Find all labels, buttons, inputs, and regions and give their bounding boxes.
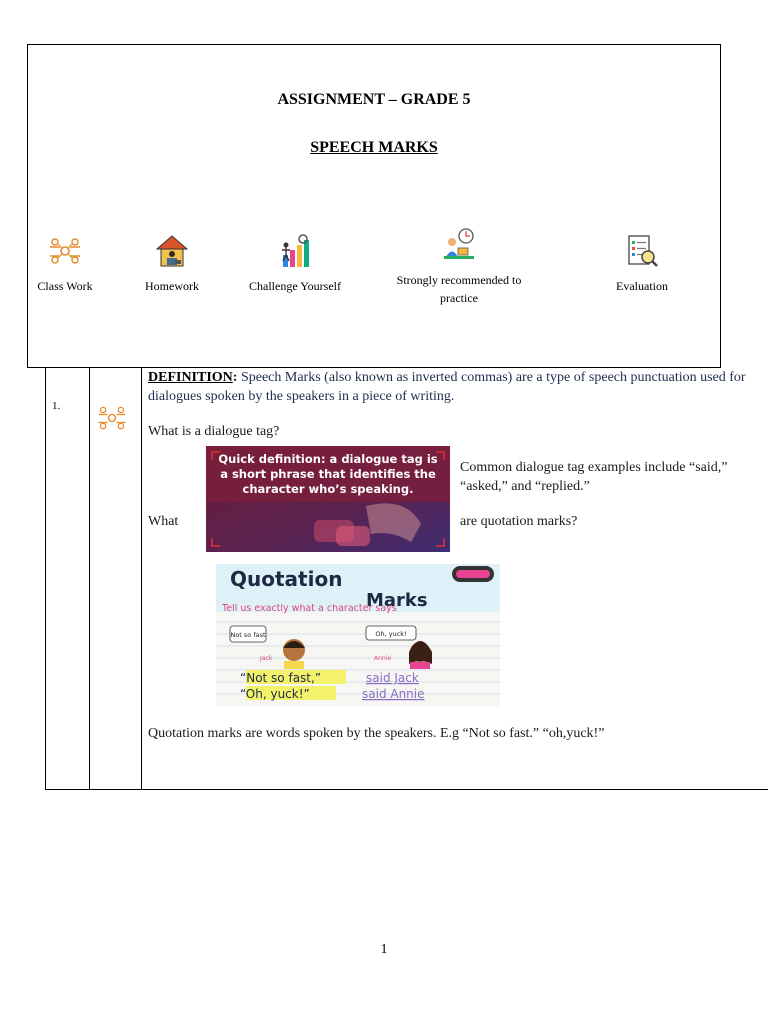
dialogue-image-caption: Quick definition: a dialogue tag is a short phrase that identifies the character who’s speaking.: [218, 452, 438, 496]
people-network-icon: [47, 233, 83, 269]
chart-title-line2: Marks: [366, 590, 428, 611]
chart-name-left: Jack: [260, 655, 273, 662]
chart-title-line1: Quotation: [230, 567, 343, 591]
chart-bubble-right: Oh, yuck!: [375, 630, 407, 638]
legend-label: Homework: [145, 279, 199, 293]
definition-label: DEFINITION: [148, 370, 233, 385]
dialogue-tag-question: What is a dialogue tag?: [148, 424, 280, 439]
assignment-title: ASSIGNMENT – GRADE 5: [277, 91, 471, 108]
assignment-header-box: [27, 44, 721, 368]
quotation-marks-question: are quotation marks?: [460, 514, 578, 529]
definition-text: Speech Marks (also known as inverted commas) are a type of speech punctuation used for dialogues spoken by the speakers in a piece of writing.: [148, 370, 746, 404]
house-study-icon: [154, 233, 190, 269]
legend-evaluation: [604, 233, 680, 295]
legend-challenge-yourself: [240, 233, 350, 295]
people-network-icon: [96, 402, 128, 434]
legend-label: Challenge Yourself: [249, 279, 341, 293]
row-number: 1.: [52, 400, 61, 412]
chart-example1-quote: “Not so fast,”: [240, 671, 322, 685]
legend-label: Strongly recommended to practice: [396, 273, 522, 305]
what-label: What: [148, 514, 179, 529]
dialogue-tag-examples: Common dialogue tag examples include “said,” “asked,” and “replied.”: [460, 460, 728, 494]
quotation-marks-chart-image: [216, 564, 500, 706]
chart-example2-quote: “Oh, yuck!”: [240, 687, 310, 701]
row-content: [148, 368, 768, 741]
assignment-subtitle: SPEECH MARKS: [310, 139, 438, 156]
dialogue-tag-image: [206, 446, 450, 552]
chart-name-right: Annie: [374, 655, 392, 662]
evaluation-checklist-icon: [624, 233, 660, 269]
challenge-chart-icon: [277, 233, 313, 269]
legend-label: Evaluation: [616, 279, 668, 293]
chart-example1-tag: said Jack: [366, 671, 419, 685]
definition-colon: :: [232, 370, 238, 385]
table-column-divider: [89, 368, 90, 789]
chart-example2-tag: said Annie: [362, 687, 425, 701]
legend-label: Class Work: [37, 279, 93, 293]
table-column-divider: [141, 368, 142, 789]
page-number: 1: [380, 942, 388, 957]
legend-class-work: [30, 233, 100, 295]
practice-desk-icon: [441, 227, 477, 263]
chart-bubble-left: Not so fast: [230, 631, 266, 639]
legend-strongly-recommended: [394, 227, 524, 307]
chart-tagline: Tell us exactly what a character says: [222, 604, 397, 614]
definition-paragraph: [148, 368, 768, 406]
quotation-marks-answer: Quotation marks are words spoken by the speakers. E.g “Not so fast.” “oh,yuck!”: [148, 726, 605, 741]
assignment-table: [45, 368, 768, 790]
legend-homework: [134, 233, 210, 295]
